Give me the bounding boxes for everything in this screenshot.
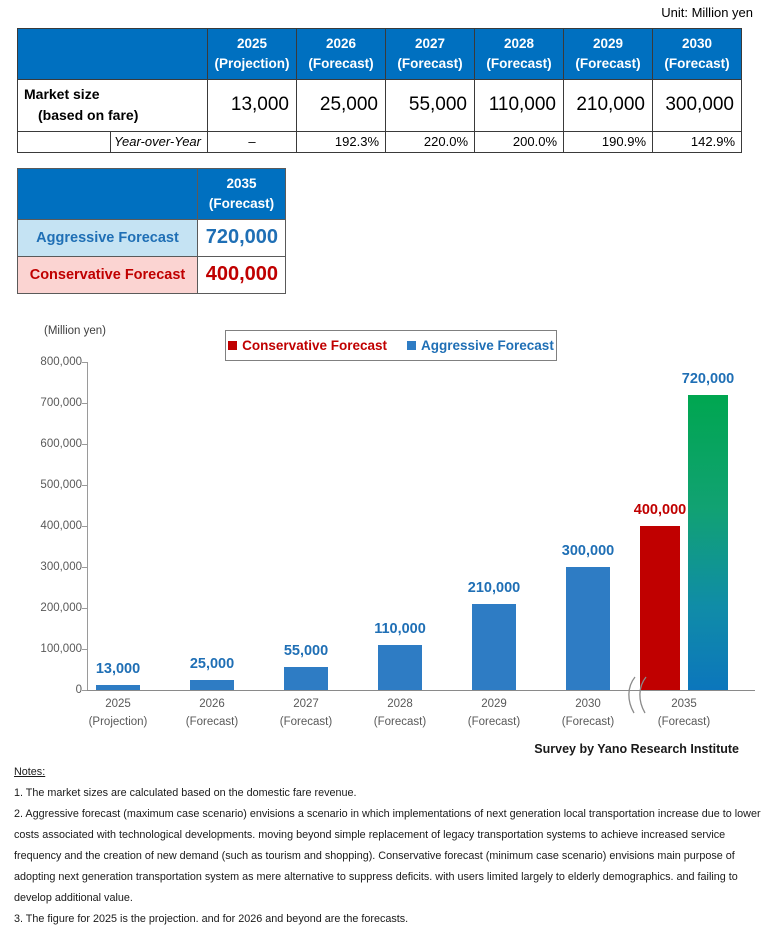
chart-legend: [225, 330, 557, 361]
x-label-year: 2025: [105, 698, 131, 710]
market-size-row-label: Market size (based on fare): [18, 80, 208, 132]
y-tick-mark: [82, 403, 87, 404]
table-row: [18, 220, 286, 257]
table1-header-kind: (Projection): [214, 55, 290, 71]
legend-swatch-aggressive-icon: [407, 341, 416, 350]
table1-header-kind: (Forecast): [397, 55, 463, 71]
chart-bar-label-2029-blue: 210,000: [467, 579, 521, 596]
table1-header-blank: [18, 29, 208, 80]
chart-bar-label-2025-blue: 13,000: [95, 660, 141, 677]
x-label-kind: (Forecast): [561, 715, 615, 728]
notes-title: Notes:: [14, 766, 46, 778]
legend-item-conservative[interactable]: [228, 338, 387, 353]
yoy-value-2026: 192.3%: [297, 132, 386, 153]
legend-label-conservative: Conservative Forecast: [242, 338, 387, 353]
table1-header-2026: [297, 29, 386, 80]
y-tick-label: 400,000: [40, 520, 82, 532]
table1-header-kind: (Forecast): [486, 55, 552, 71]
table2-header-2035: [198, 169, 286, 220]
y-tick-mark: [82, 444, 87, 445]
table1-header-2030: [653, 29, 742, 80]
market-size-value-2028: 110,000: [475, 80, 564, 132]
conservative-forecast-label: Conservative Forecast: [18, 257, 198, 294]
aggressive-forecast-label: Aggressive Forecast: [18, 220, 198, 257]
table-row: [18, 132, 742, 153]
x-label-year: 2029: [481, 698, 507, 710]
table1-header-year: 2025: [236, 36, 268, 51]
market-size-value-2029: 210,000: [564, 80, 653, 132]
table1-header-year: 2027: [414, 36, 446, 51]
chart-bar-2025-blue[interactable]: [96, 685, 140, 690]
y-tick-mark: [82, 690, 87, 691]
market-size-bar-chart: [0, 320, 775, 740]
chart-bar-2035-red[interactable]: [640, 526, 680, 690]
aggressive-forecast-value: 720,000: [198, 220, 286, 257]
table2-header-blank: [18, 169, 198, 220]
unit-caption: Unit: Million yen: [661, 5, 753, 20]
chart-y-tick-labels: [10, 320, 82, 740]
chart-bar-2030-blue[interactable]: [566, 567, 610, 690]
legend-label-aggressive: Aggressive Forecast: [421, 338, 554, 353]
y-tick-mark: [82, 649, 87, 650]
chart-bar-2027-blue[interactable]: [284, 667, 328, 690]
table-row: [18, 257, 286, 294]
table-row-header: [18, 29, 742, 80]
y-tick-mark: [82, 567, 87, 568]
market-size-value-2027: 55,000: [386, 80, 475, 132]
chart-bar-label-2027-blue: 55,000: [283, 643, 329, 660]
chart-bar-label-2026-blue: 25,000: [189, 655, 235, 672]
note-item-2: 2. Aggressive forecast (maximum case scenario) envisions a scenario in which implementations of next generation local transportation increase due to lower costs associated with technological developments. moving beyond simple replacement of legacy transportation systems to achieve increased service frequency and the creation of new demand (such as tourism and shopping). Conservative forecast (minimum case scenario) envisions main purpose of adopting next generation transportation system as mere alternative to suppress deficits. with users limited largely to elderly demographics. and failing to develop additional value.: [14, 808, 761, 905]
y-tick-label: 0: [75, 684, 82, 696]
yoy-value-2028: 200.0%: [475, 132, 564, 153]
yoy-value-2029: 190.9%: [564, 132, 653, 153]
y-tick-mark: [82, 526, 87, 527]
x-label-kind: (Forecast): [185, 715, 239, 728]
x-label-year: 2035: [671, 698, 697, 710]
chart-bar-2026-blue[interactable]: [190, 680, 234, 690]
chart-bar-2029-blue[interactable]: [472, 604, 516, 690]
x-label-kind: (Forecast): [657, 715, 711, 728]
y-tick-mark: [82, 362, 87, 363]
yoy-value-2030: 142.9%: [653, 132, 742, 153]
x-label-kind: (Forecast): [467, 715, 521, 728]
conservative-forecast-value: 400,000: [198, 257, 286, 294]
y-tick-label: 800,000: [40, 356, 82, 368]
table2-header-kind: (Forecast): [208, 195, 275, 211]
forecast-2035-table: [17, 168, 286, 294]
table1-header-year: 2029: [592, 36, 624, 51]
x-label-kind: (Forecast): [279, 715, 333, 728]
yoy-row-label: Year-over-Year: [111, 132, 208, 153]
y-tick-label: 600,000: [40, 438, 82, 450]
axis-break-icon: [621, 675, 655, 715]
note-item-3: 3. The figure for 2025 is the projection. and for 2026 and beyond are the forecasts.: [14, 913, 409, 926]
y-tick-label: 200,000: [40, 602, 82, 614]
table1-header-2029: [564, 29, 653, 80]
chart-bar-2028-blue[interactable]: [378, 645, 422, 690]
yoy-value-2025: –: [208, 132, 297, 153]
y-tick-mark: [82, 608, 87, 609]
table1-header-kind: (Forecast): [308, 55, 374, 71]
table1-header-year: 2026: [325, 36, 357, 51]
yoy-value-2027: 220.0%: [386, 132, 475, 153]
chart-bar-label-2030-blue: 300,000: [561, 543, 615, 559]
table1-header-kind: (Forecast): [575, 55, 641, 71]
chart-bar-label-2028-blue: 110,000: [374, 620, 426, 637]
x-label-year: 2026: [199, 698, 225, 710]
y-tick-label: 500,000: [40, 479, 82, 491]
table-row-header: [18, 169, 286, 220]
chart-bar-label-2035-green: 720,000: [681, 370, 735, 387]
note-item-1: 1. The market sizes are calculated based on the domestic fare revenue.: [14, 787, 357, 800]
table1-header-2028: [475, 29, 564, 80]
table1-header-2027: [386, 29, 475, 80]
y-tick-label: 100,000: [40, 643, 82, 655]
legend-item-aggressive[interactable]: [407, 338, 554, 353]
notes-section: [14, 762, 762, 930]
x-label-year: 2028: [387, 698, 413, 710]
chart-axis-unit-label: (Million yen): [44, 325, 106, 337]
x-label-year: 2027: [293, 698, 319, 710]
legend-swatch-conservative-icon: [228, 341, 237, 350]
table-row: [18, 80, 742, 132]
table1-header-year: 2028: [503, 36, 535, 51]
y-tick-label: 700,000: [40, 397, 82, 409]
x-label-year: 2030: [575, 698, 601, 710]
yoy-indent-cell: [18, 132, 111, 153]
table1-header-year: 2030: [681, 36, 713, 51]
survey-credit: Survey by Yano Research Institute: [534, 742, 739, 756]
x-label-kind: (Forecast): [373, 715, 427, 728]
market-size-value-2026: 25,000: [297, 80, 386, 132]
market-size-value-2030: 300,000: [653, 80, 742, 132]
table1-header-2025: [208, 29, 297, 80]
y-tick-label: 300,000: [40, 561, 82, 573]
market-size-table: [17, 28, 742, 153]
chart-y-axis: [87, 362, 88, 690]
market-size-value-2025: 13,000: [208, 80, 297, 132]
table2-header-year: 2035: [226, 176, 257, 191]
y-tick-mark: [82, 485, 87, 486]
chart-bar-label-2035-red: 400,000: [633, 502, 687, 518]
table1-header-kind: (Forecast): [664, 55, 730, 71]
chart-bar-2035-green[interactable]: [688, 395, 728, 690]
x-label-kind: (Projection): [88, 715, 148, 728]
